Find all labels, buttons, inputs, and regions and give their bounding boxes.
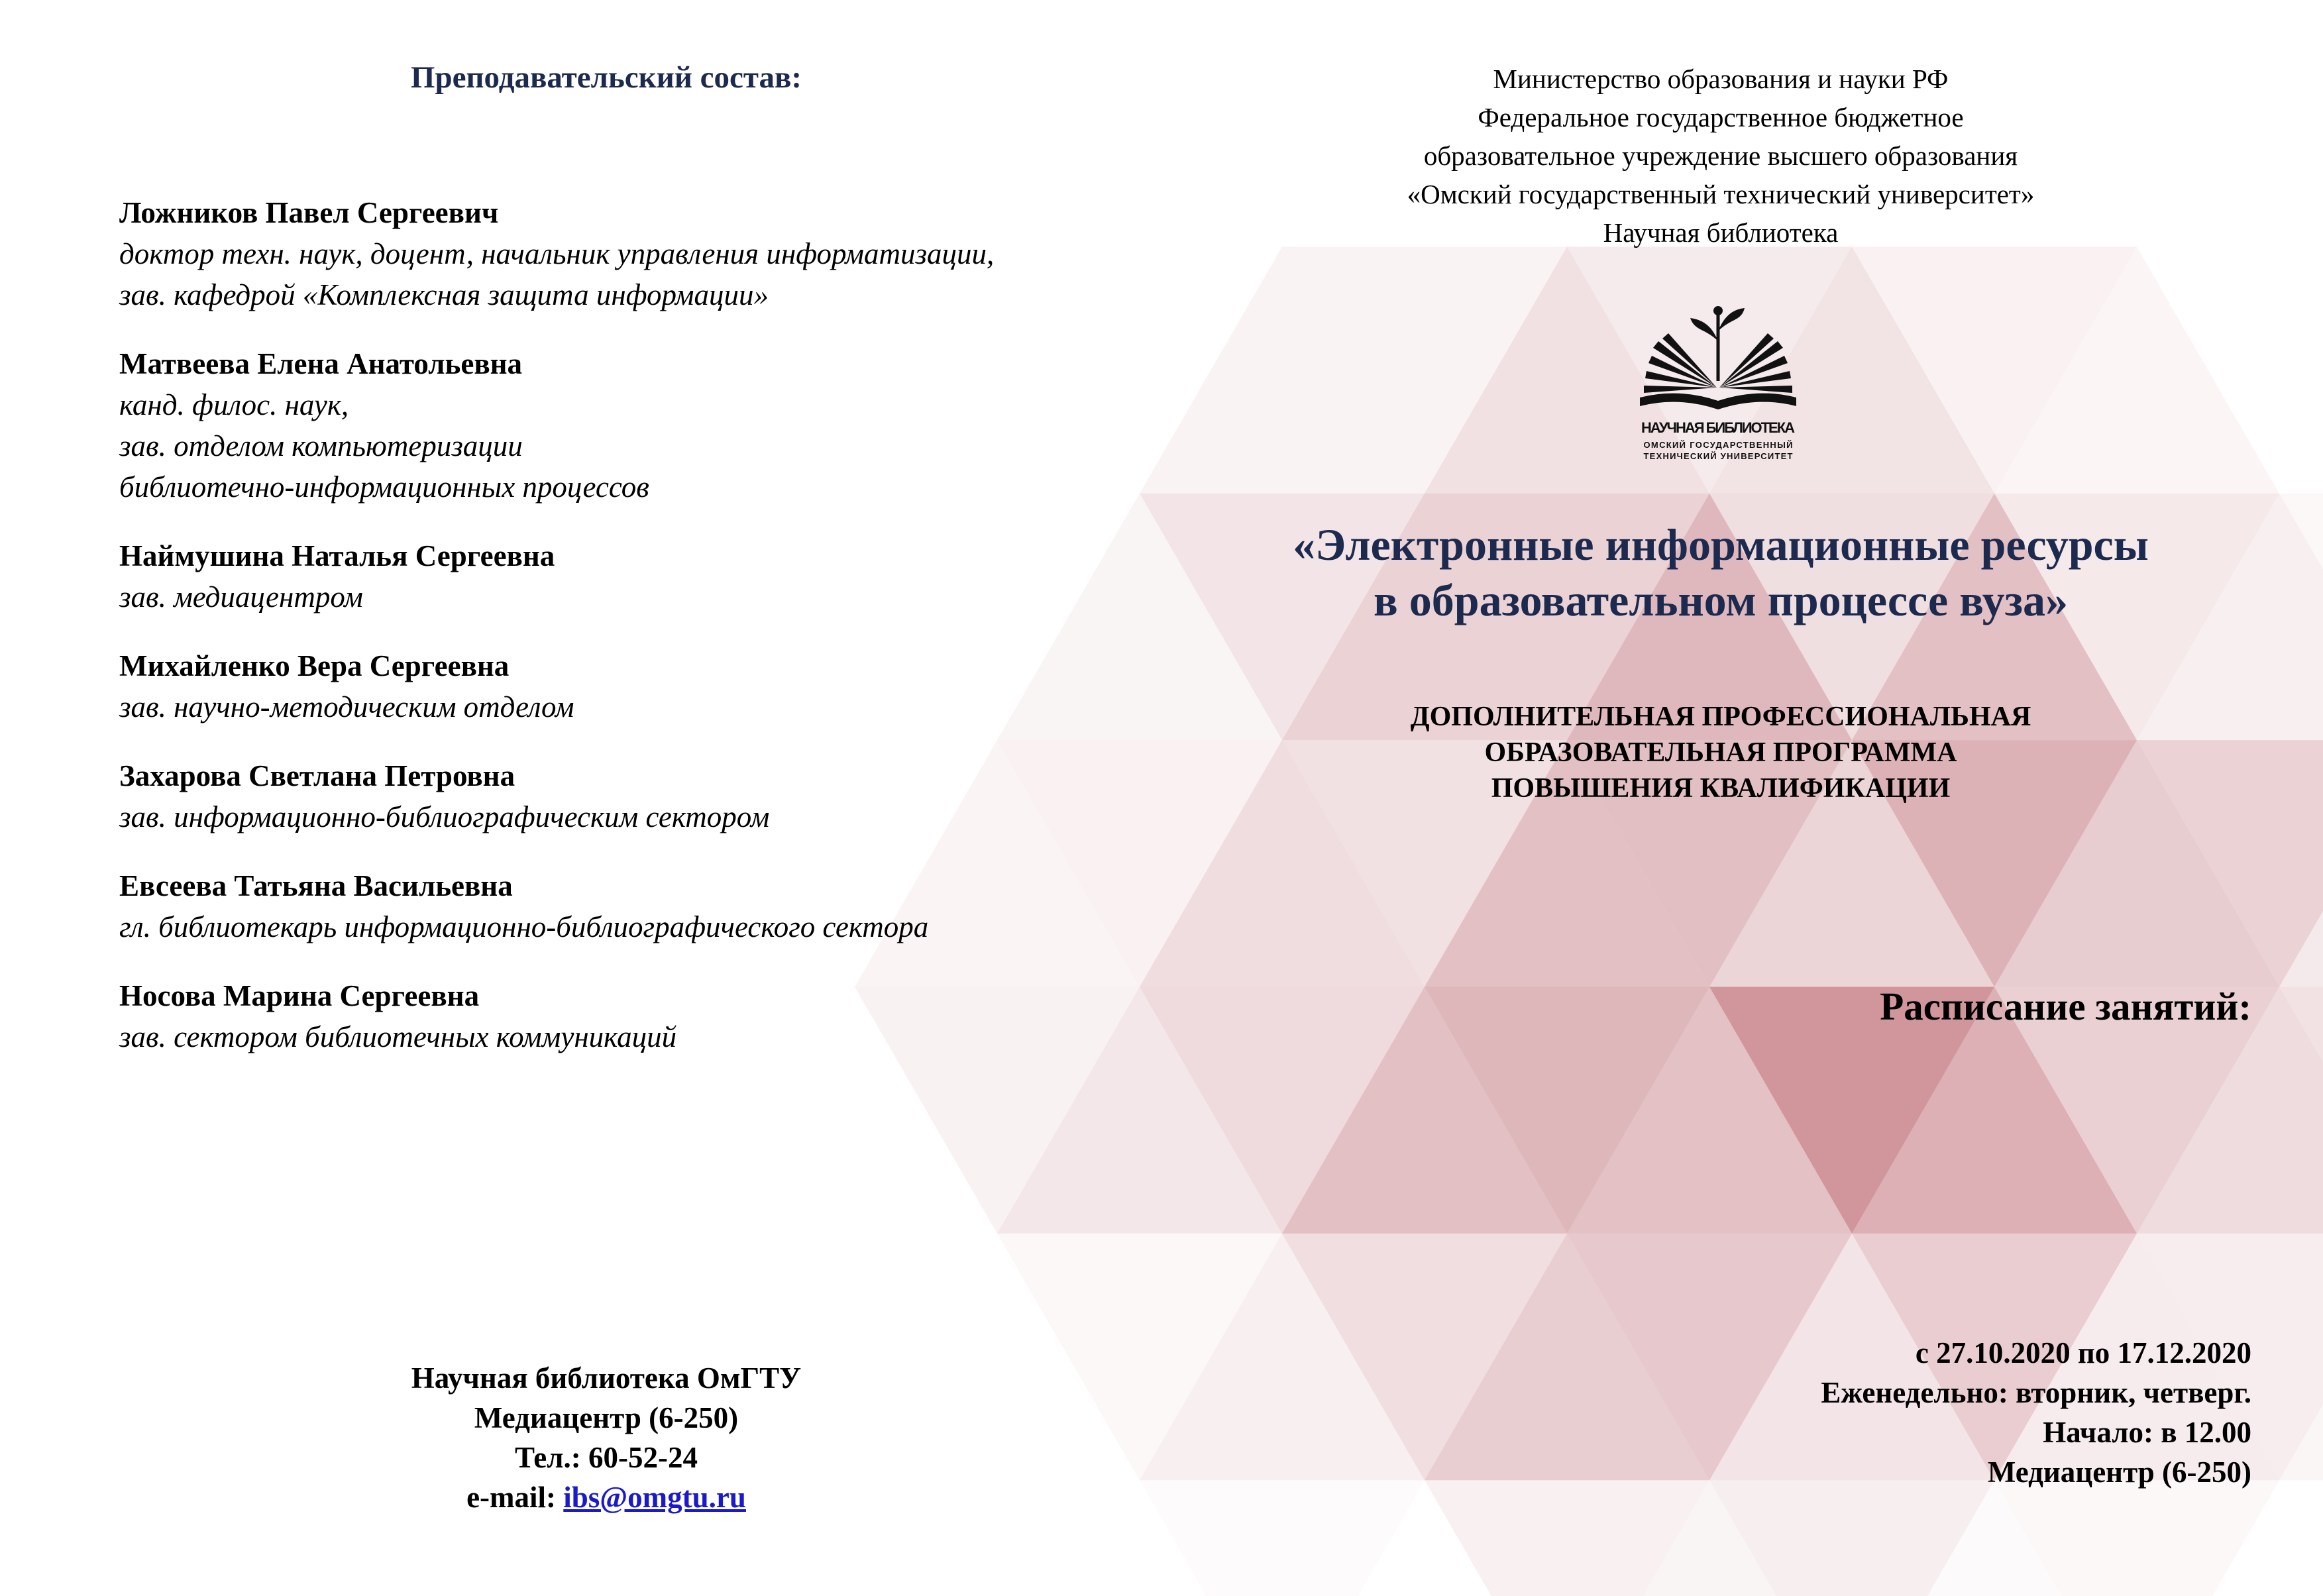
staff-name: Носова Марина Сергеевна (119, 979, 480, 1012)
staff-role: зав. кафедрой «Комплексная защита информации» (119, 278, 769, 311)
schedule-heading: Расписание занятий: (1880, 984, 2251, 1028)
program-line: ДОПОЛНИТЕЛЬНАЯ ПРОФЕССИОНАЛЬНАЯ (1410, 702, 2031, 732)
staff-member (119, 865, 1153, 947)
title-line: в образовательном процессе вуза» (1374, 575, 2068, 625)
ministry-header (1162, 60, 2280, 252)
staff-role: библиотечно-информационных процессов (119, 470, 649, 504)
right-panel (1162, 0, 2323, 1596)
staff-name: Захарова Светлана Петровна (119, 759, 515, 792)
staff-name: Михайленко Вера Сергеевна (119, 649, 510, 682)
staff-name: Матвеева Елена Анатольевна (119, 347, 523, 380)
ministry-line: «Омский государственный технический университет» (1407, 179, 2035, 209)
staff-role: зав. сектором библиотечных коммуникаций (119, 1020, 677, 1053)
staff-name: Евсеева Татьяна Васильевна (119, 869, 513, 902)
contacts-phone: Тел.: 60-52-24 (515, 1441, 698, 1474)
program-line: ПОВЫШЕНИЯ КВАЛИФИКАЦИИ (1491, 773, 1951, 804)
title-line: «Электронные информационные ресурсы (1293, 519, 2149, 570)
program-type (1162, 699, 2280, 806)
staff-member (119, 755, 1153, 837)
library-logo (1632, 301, 1804, 474)
contacts-mediacenter: Медиацентр (6-250) (474, 1401, 739, 1434)
staff-name: Наймушина Наталья Сергеевна (119, 539, 555, 572)
staff-role: доктор техн. наук, доцент, начальник управления информатизации, (119, 237, 995, 270)
logo-sub1: ОМСКИЙ ГОСУДАРСТВЕННЫЙ (1643, 440, 1793, 450)
email-link[interactable]: ibs@omgtu.ru (563, 1481, 746, 1514)
staff-member (119, 535, 1153, 617)
email-label: e-mail: (466, 1481, 564, 1514)
faculty-heading: Преподавательский состав: (410, 60, 802, 95)
staff-member (119, 975, 1153, 1057)
staff-member (119, 645, 1153, 727)
dates-line: с 27.10.2020 по 17.12.2020 (1915, 1336, 2251, 1369)
ministry-line: Федеральное государственное бюджетное (1478, 102, 1964, 133)
ministry-line: Научная библиотека (1603, 217, 1839, 248)
course-title (1162, 517, 2280, 628)
staff-role: зав. отделом компьютеризации (119, 429, 523, 462)
staff-name: Ложников Павел Сергеевич (119, 196, 499, 229)
dates-line: Медиацентр (6-250) (1987, 1456, 2251, 1489)
staff-member (119, 343, 1153, 507)
contacts-block (0, 1358, 1213, 1517)
staff-role: гл. библиотекарь информационно-библиографического сектора (119, 910, 929, 943)
logo-title: НАУЧНАЯ БИБЛИОТЕКА (1641, 419, 1795, 436)
staff-role: зав. медиацентром (119, 580, 363, 613)
staff-list (119, 192, 1153, 1085)
staff-member (119, 192, 1153, 315)
staff-role: зав. научно-методическим отделом (119, 690, 574, 723)
program-line: ОБРАЗОВАТЕЛЬНАЯ ПРОГРАММА (1484, 737, 1957, 768)
contacts-email-row (0, 1477, 1213, 1517)
staff-role: канд. филос. наук, (119, 388, 349, 421)
logo-sub2: ТЕХНИЧЕСКИЙ УНИВЕРСИТЕТ (1643, 451, 1793, 461)
schedule-details (1821, 1333, 2251, 1492)
dates-line: Начало: в 12.00 (2043, 1416, 2251, 1449)
contacts-library: Научная библиотека ОмГТУ (411, 1361, 802, 1395)
staff-role: зав. информационно-библиографическим сектором (119, 800, 770, 833)
dates-line: Еженедельно: вторник, четверг. (1821, 1376, 2251, 1409)
ministry-line: Министерство образования и науки РФ (1493, 64, 1949, 94)
ministry-line: образовательное учреждение высшего образования (1423, 140, 2018, 171)
